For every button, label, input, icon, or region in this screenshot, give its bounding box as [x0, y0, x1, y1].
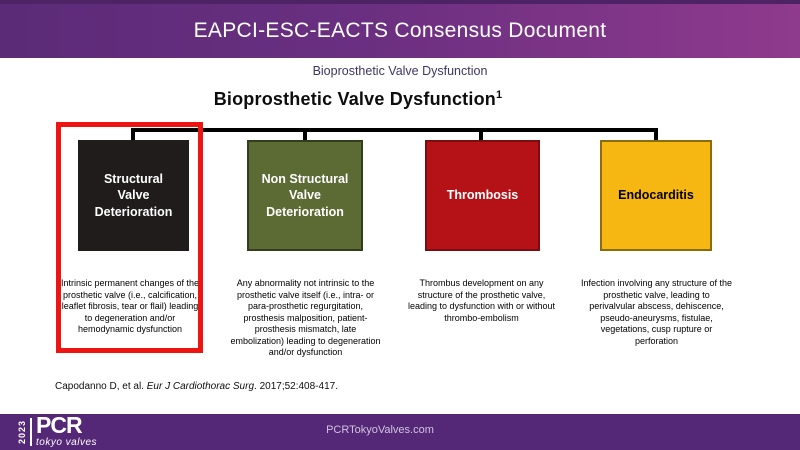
node-thrombosis: Thrombosis: [425, 140, 540, 251]
highlight-rectangle: [56, 122, 203, 353]
description-non-structural-valve-deterioration: Any abnormality not intrinsic to the prosthetic valve itself (i.e., intra- or para-prosthetic regurgitation, prosthesis malposition, patient-prosthesis mismatch, late embolization) leading to degeneration and/or dysfunction: [230, 278, 381, 358]
diagram-title-superscript: 1: [495, 89, 503, 101]
footer-bar: [0, 414, 800, 450]
description-thrombosis: Thrombus development on any structure of the prosthetic valve, leading to dysfunction with or without thrombo-embolism: [407, 278, 556, 323]
logo-year: 2023: [17, 419, 27, 445]
diagram-title-text: Bioprosthetic Valve Dysfunction: [213, 89, 496, 109]
node-structural-valve-deterioration: Structural Valve Deterioration: [78, 140, 189, 251]
citation: [55, 381, 338, 392]
logo-brand: PCR: [36, 412, 82, 439]
citation-reference: . 2017;52:408-417.: [254, 381, 338, 392]
header-title: EAPCI-ESC-EACTS Consensus Document: [193, 19, 607, 42]
footer-url: PCRTokyoValves.com: [326, 424, 434, 436]
node-endocarditis: Endocarditis: [600, 140, 712, 251]
description-endocarditis: Infection involving any structure of the prosthetic valve, leading to perivalvular abscess, dehiscence, pseudo-aneurysms, fistulae, vegetations, cusp rupture or perforation: [580, 278, 733, 346]
citation-authors: Capodanno D, et al.: [55, 381, 147, 392]
header-bar: [0, 0, 800, 58]
slide-subtitle: Bioprosthetic Valve Dysfunction: [312, 64, 488, 78]
description-structural-valve-deterioration: Intrinsic permanent changes of the prosthetic valve (i.e., calcification, leaflet fibrosis, tear or flail) leading to degeneration and/or hemodynamic dysfunction: [60, 278, 200, 335]
logo-tagline: tokyo valves: [36, 436, 98, 448]
diagram-title: [58, 89, 658, 110]
citation-journal: Eur J Cardiothorac Surg: [146, 381, 255, 392]
node-non-structural-valve-deterioration: Non Structural Valve Deterioration: [247, 140, 363, 251]
connector-horizontal-line: [131, 128, 658, 132]
